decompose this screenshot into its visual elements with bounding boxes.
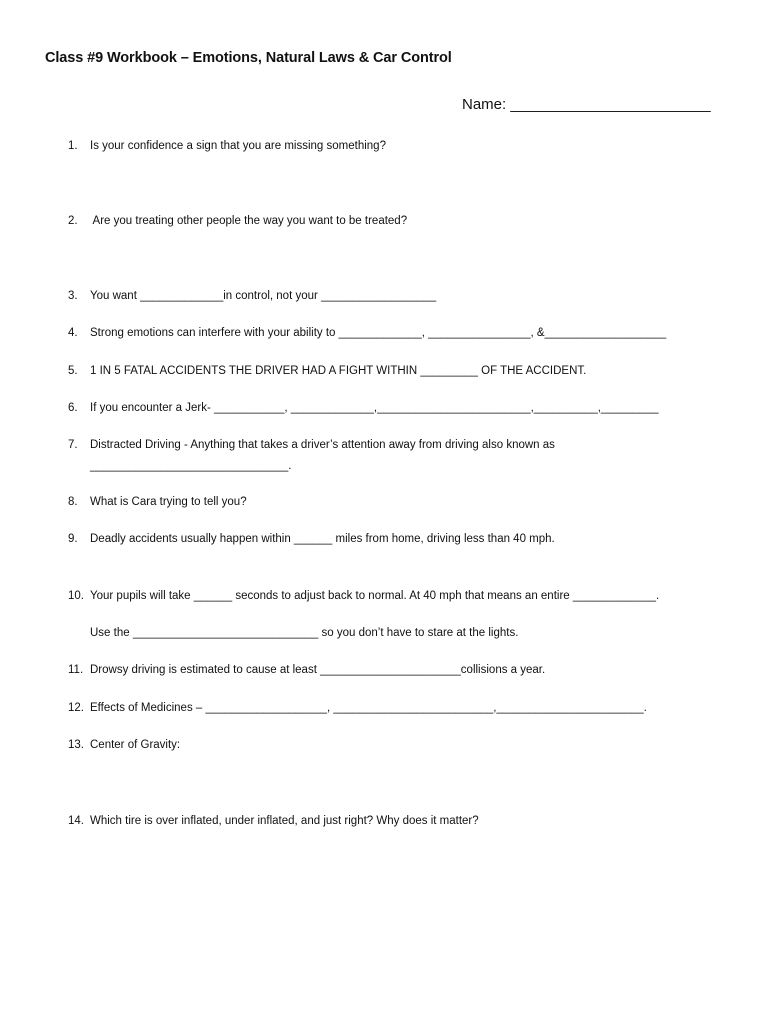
- question-number: 3.: [68, 290, 78, 302]
- page-title: Class #9 Workbook – Emotions, Natural Laws & Car Control: [45, 50, 452, 66]
- question-2: [68, 210, 728, 232]
- question-number: 12.: [68, 702, 84, 714]
- question-7-continuation: _______________________________.: [90, 460, 292, 472]
- question-text: Drowsy driving is estimated to cause at least ______________________collisions a year.: [90, 664, 546, 676]
- question-10-continuation: Use the _____________________________ so you don’t have to stare at the lights.: [90, 627, 519, 639]
- question-14: [68, 810, 728, 832]
- question-text: What is Cara trying to tell you?: [90, 496, 247, 508]
- question-number: 9.: [68, 533, 78, 545]
- question-text: Your pupils will take ______ seconds to adjust back to normal. At 40 mph that means an entire _____________.: [90, 590, 660, 602]
- question-text: Strong emotions can interfere with your ability to _____________, ________________, &___________________: [90, 327, 667, 339]
- question-7: [68, 434, 728, 456]
- question-text: Deadly accidents usually happen within ______ miles from home, driving less than 40 mph.: [90, 533, 555, 545]
- question-number: 14.: [68, 815, 84, 827]
- question-text: If you encounter a Jerk- ___________, _____________,________________________,__________,_________: [90, 402, 659, 414]
- question-number: 8.: [68, 496, 78, 508]
- question-13: [68, 734, 728, 756]
- question-8: [68, 491, 728, 513]
- question-3: [68, 285, 728, 307]
- question-4: [68, 322, 728, 344]
- question-text: You want _____________in control, not your __________________: [90, 290, 437, 302]
- question-number: 2.: [68, 215, 78, 227]
- question-number: 11.: [68, 664, 84, 676]
- question-10: [68, 585, 728, 607]
- question-5: [68, 360, 728, 382]
- question-number: 1.: [68, 140, 78, 152]
- question-number: 10.: [68, 590, 84, 602]
- question-number: 7.: [68, 439, 78, 451]
- question-text: Are you treating other people the way you want to be treated?: [90, 215, 408, 227]
- question-text: 1 IN 5 FATAL ACCIDENTS THE DRIVER HAD A FIGHT WITHIN _________ OF THE ACCIDENT.: [90, 365, 587, 377]
- question-text: Distracted Driving - Anything that takes a driver’s attention away from driving also known as: [90, 439, 555, 451]
- question-number: 5.: [68, 365, 78, 377]
- question-text: Is your confidence a sign that you are missing something?: [90, 140, 386, 152]
- question-1: [68, 135, 728, 157]
- question-number: 6.: [68, 402, 78, 414]
- question-number: 13.: [68, 739, 84, 751]
- name-field-label: Name: ________________________: [462, 96, 711, 113]
- question-6: [68, 397, 728, 419]
- question-9: [68, 528, 728, 550]
- question-number: 4.: [68, 327, 78, 339]
- question-text: Which tire is over inflated, under inflated, and just right? Why does it matter?: [90, 815, 479, 827]
- question-12: [68, 697, 728, 719]
- question-text: Center of Gravity:: [90, 739, 181, 751]
- question-text: Effects of Medicines – ___________________, _________________________,_______________________.: [90, 702, 647, 714]
- question-11: [68, 659, 728, 681]
